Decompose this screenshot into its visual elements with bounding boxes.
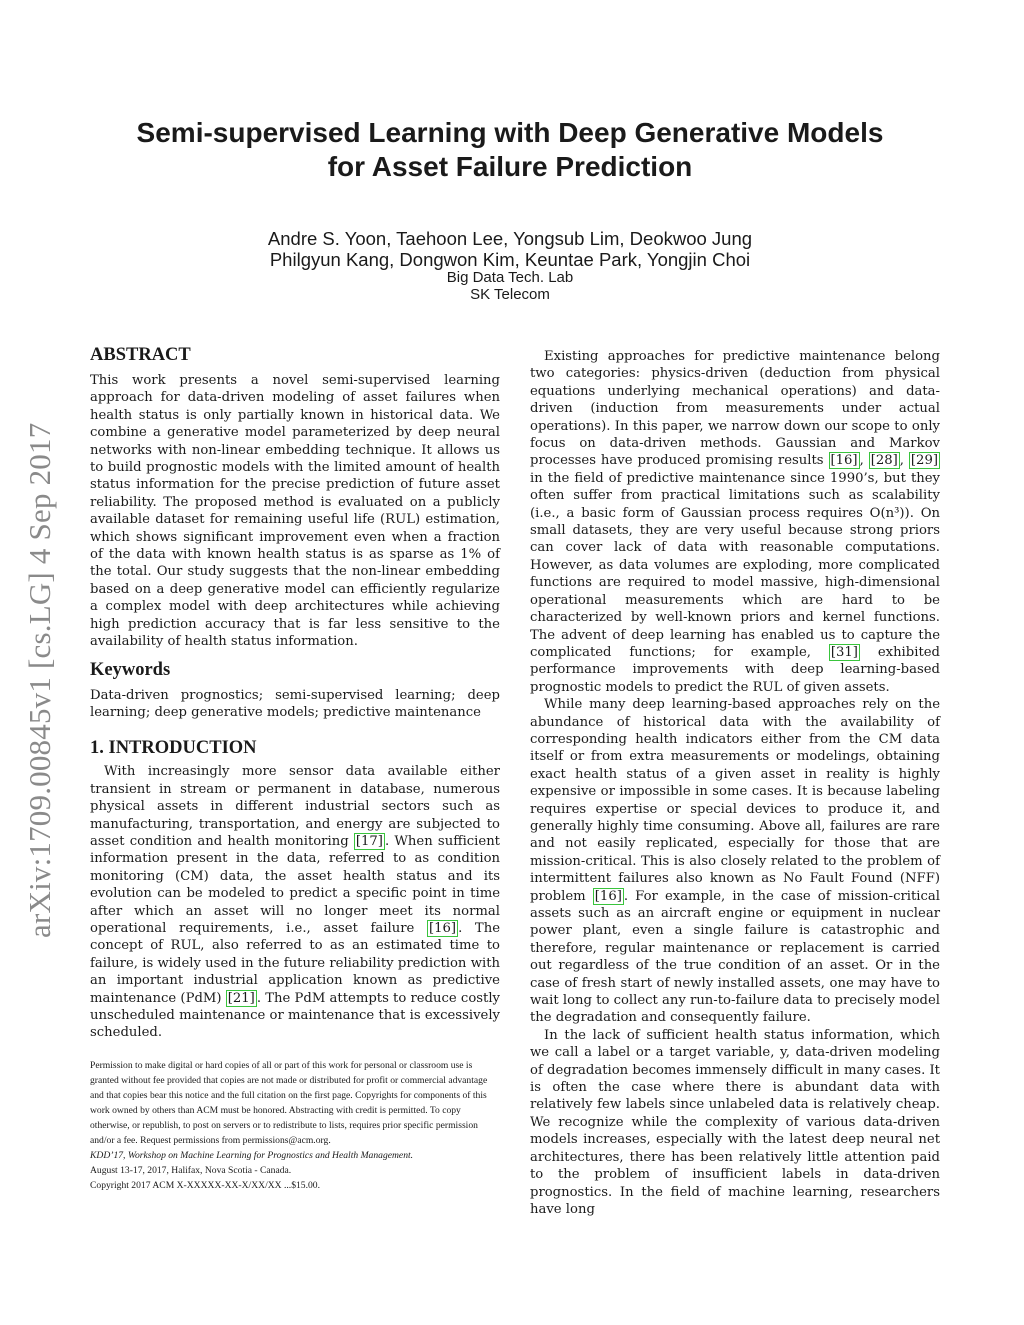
keywords-text: Data-driven prognostics; semi-supervised learning; deep learning; deep generative models; predictive maintenance (90, 687, 500, 720)
keywords-heading: Keywords (90, 659, 171, 680)
citation-link[interactable]: [31] (830, 644, 858, 660)
intro-p2-text-a: Existing approaches for predictive maintenance belong two categories: physics-driven (deduction from physical equations underlying mechanical operations) and data-driven (induction from measurements under actual operations). In this paper, we narrow down our scope to only focus on data-driven methods. Gaussian and Markov processes have produced promising results (530, 349, 940, 469)
intro-p3-text-a: While many deep learning-based approaches rely on the abundance of historical data with the availability of corresponding health indicators either from the CM data itself or from extra measurements or modelings, obtaining exact health status of a given asset in reality is highly expensive or impossible in some cases. It is because labeling requires expertise or special devices to produce it, and generally highly time consuming. Above all, failures are rare and not easily replicated, especially for those that are mission-critical. This is also closely related to the problem of intermittent failures also known as No Fault Found (NFF) problem (530, 697, 940, 904)
left-column (90, 344, 500, 1042)
citation-link[interactable]: [29] (910, 453, 938, 469)
permission-notice (90, 1058, 500, 1193)
citation-link[interactable]: [16] (594, 888, 622, 904)
abstract-text: This work presents a novel semi-supervised learning approach for data-driven modeling of asset failures when health status is only partially known in historical data. We combine a generative model parameterized by deep neural networks with non-linear embedding technique. It allows us to build prognostic models with the limited amount of health status information for the precise prediction of future asset reliability. The proposed method is evaluated on a publicly available dataset for remaining useful life (RUL) estimation, which shows significant improvement even when a fraction of the data with known health status is as sparse as 1% of the total. Our study suggests that the non-linear embedding based on a deep generative model can efficiently regularize a complex model with deep architectures while achieving high prediction accuracy that is far less sensitive to the availability of health status information. (90, 373, 500, 650)
paper-title-line-2: for Asset Failure Prediction (327, 151, 693, 182)
intro-paragraph-4: In the lack of sufficient health status information, which we call a label or a target variable, y, data-driven modeling of degradation becomes immensely difficult in many cases. It is often the case where there is abundant data with relatively few labels since unlabeled data is relatively cheap. We recognize while the complexity of various data-driven models increases, especially with the latest deep neural net architectures, there has been relatively little attention paid to the problem of insufficient labels in data-driven prognostics. In the field of machine learning, researchers have long (530, 1027, 940, 1217)
intro-p1-text-d: . The PdM attempts to reduce costly unscheduled maintenance or maintenance that is excessively scheduled. (90, 990, 500, 1041)
intro-p2-text-b: in the field of predictive maintenance since 1990’s, but they often suffer from practical limitations such as scalability (i.e., a basic form of Gaussian process requires O(n³)). On small datasets, they are very useful because strong priors can cover lack of data with reasonable computations. However, as data volumes are exploding, more complicated functions are required to model massive, high-dimensional operational measurements which are hard to be characterized by well-known priors and kernel functions. The advent of deep learning has enabled us to capture the complicated functions; for example, (530, 470, 940, 660)
intro-p1-text-b: . When sufficient information present in the data, referred to as condition monitoring (CM) data, the asset health status and its evolution can be modeled to predict a specific point in time after which an asset will no longer meet its normal operational requirements, i.e., asset failure (90, 833, 500, 936)
citation-link[interactable]: [16] (428, 920, 457, 936)
copyright-line: Copyright 2017 ACM X-XXXXX-XX-X/XX/XX ...$15.00. (90, 1180, 320, 1191)
introduction-heading: 1. INTRODUCTION (90, 738, 257, 759)
citation-link[interactable]: [21] (227, 990, 255, 1006)
arxiv-identifier: arXiv:1709.00845v1 [cs.LG] 4 Sep 2017 (22, 422, 57, 938)
intro-p1-text-c: . The concept of RUL, also referred to as an estimated time to failure, is widely used in the future reliability prediction with an important industrial application known as predictive maintenance (PdM) (90, 920, 501, 1006)
permission-text: Permission to make digital or hard copies of all or part of this work for personal or classroom use is granted without fee provided that copies are not made or distributed for profit or commercial advantage and that copies bear this notice and the full citation on the first page. Copyrights for components of this work owned by others than ACM must be honored. Abstracting with credit is permitted. To copy otherwise, or republish, to post on servers or to redistribute to lists, requires prior specific permission and/or a fee. Request permissions from permissions@acm.org. (90, 1060, 488, 1146)
citation-link[interactable]: [28] (870, 453, 898, 469)
affiliation-line-1: Big Data Tech. Lab (446, 269, 574, 286)
abstract-heading: ABSTRACT (90, 345, 191, 365)
paper-title-line-1: Semi-supervised Learning with Deep Generative Models (136, 117, 884, 148)
intro-paragraph-2 (530, 348, 940, 696)
author-line-1: Andre S. Yoon, Taehoon Lee, Yongsub Lim, Deokwoo Jung (267, 228, 753, 249)
intro-p2-sep-2: , (899, 453, 909, 469)
intro-p1-text-a: With increasingly more sensor data available either transient in stream or permanent in database, numerous physical assets in different industrial sectors such as manufacturing, transportation, and energy are subjected to asset condition and health monitoring (90, 764, 500, 849)
intro-paragraph-3 (530, 696, 940, 1027)
citation-link[interactable]: [16] (830, 453, 858, 469)
intro-p2-sep-1: , (859, 453, 869, 469)
citation-link[interactable]: [17] (355, 833, 383, 849)
paper-title (90, 116, 930, 184)
affiliation-line-2: SK Telecom (470, 286, 550, 303)
author-list (90, 228, 930, 270)
right-column (530, 348, 940, 1218)
intro-paragraph-1 (90, 763, 500, 1042)
venue-line: KDD’17, Workshop on Machine Learning for Prognostics and Health Management. (90, 1150, 414, 1161)
author-line-2: Philgyun Kang, Dongwon Kim, Keuntae Park, Yongjin Choi (269, 249, 751, 270)
intro-p2-text-c: exhibited performance improvements with deep learning-based prognostic models to predict the RUL of given assets. (530, 644, 940, 695)
intro-p3-text-b: . For example, in the case of mission-critical assets such as an aircraft engine or equipment in nuclear power plant, even a single failure is catastrophic and therefore, regular maintenance or replacement is carried out regardless of the true condition of an asset. Or in the case of fresh start of newly installed assets, one may have to wait long to collect any run-to-failure data to precisely model the degradation and consequently failure. (530, 888, 941, 1026)
affiliation (90, 269, 930, 303)
venue-dates: August 13-17, 2017, Halifax, Nova Scotia - Canada. (90, 1165, 292, 1176)
